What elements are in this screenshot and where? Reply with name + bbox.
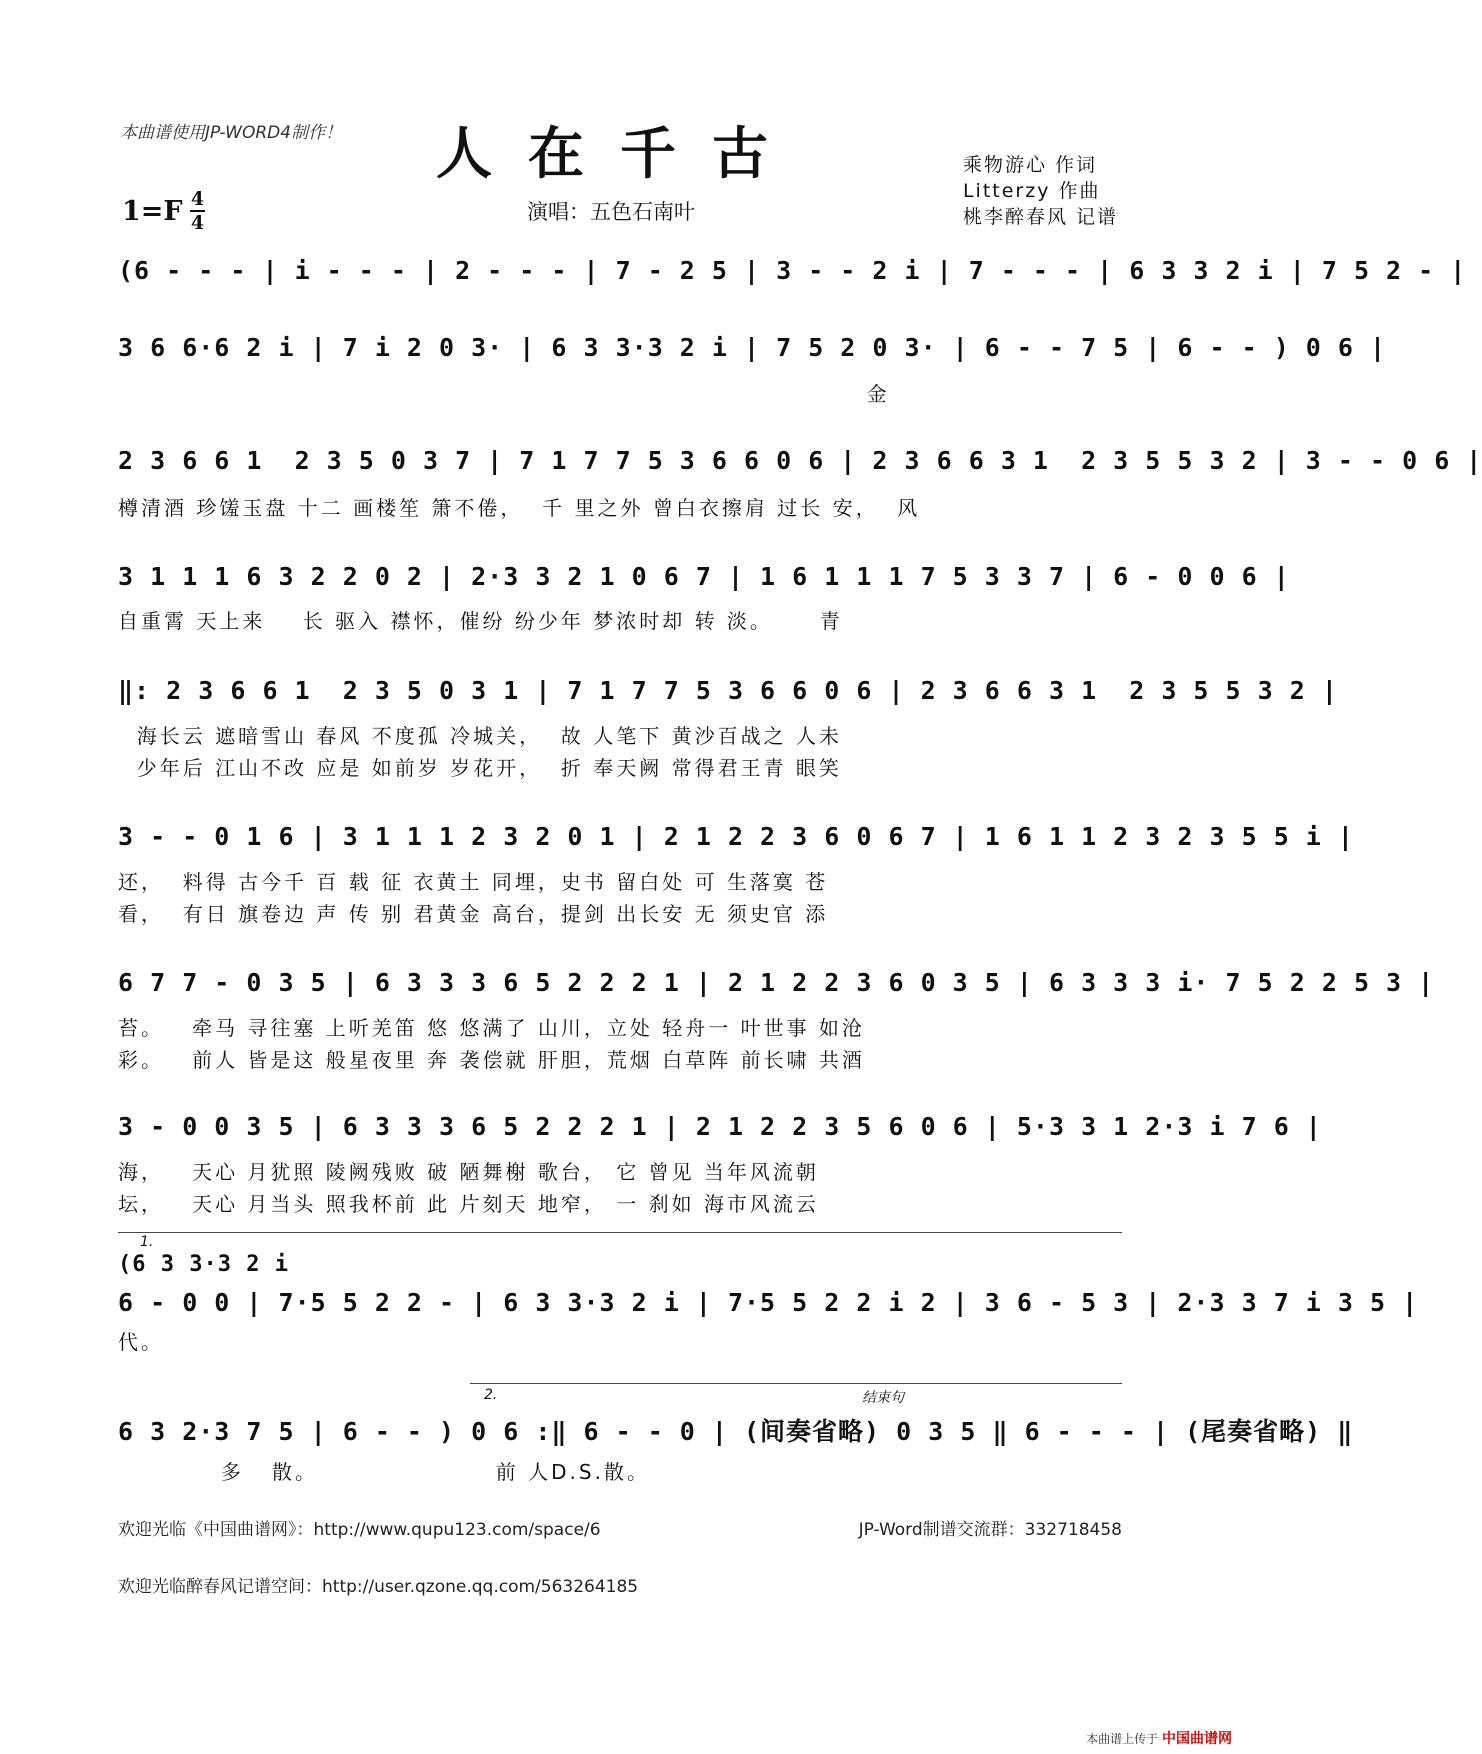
transcriber: 桃李醉春风 记谱 bbox=[962, 206, 1118, 228]
score-system-2: 3 6 6·6 2 i | 7 i 2 0 3· | 6 3 3·3 2 i | 7 5 2 0 3· | 6 - - 7 5 | 6 - - ) 0 6 | bbox=[118, 333, 1387, 362]
score-system-1: (6 - - - | i - - - | 2 - - - | 7 - 2 5 | 3 - - 2 i | 7 - - - | 6 3 3 2 i | 7 5 2 - | bbox=[118, 256, 1467, 285]
authors bbox=[963, 152, 1118, 230]
ossia-line: (6 3 3·3 2 i bbox=[118, 1252, 289, 1277]
key-signature: 1=F bbox=[122, 196, 183, 227]
volta-1-bracket bbox=[118, 1232, 1122, 1233]
time-signature bbox=[190, 190, 205, 232]
lyric-line: 自重霄 天上来 长 驱入 襟怀，催纷 纷少年 梦浓时却 转 淡。 青 bbox=[118, 609, 843, 633]
lyric-line: 海， 天心 月犹照 陵阙残败 破 陋舞榭 歌台， 它 曾见 当年风流朝 bbox=[118, 1160, 819, 1184]
lyricist: 乘物游心 作词 bbox=[962, 154, 1097, 176]
composer: Litterzy 作曲 bbox=[962, 180, 1101, 202]
credit-note: 本曲谱使用JP-WORD4制作！ bbox=[120, 123, 343, 143]
lyric-line: 还， 料得 古今千 百 载 征 衣黄土 同埋，史书 留白处 可 生落寞 苍 bbox=[118, 870, 829, 894]
footer-link-qupu[interactable]: 欢迎光临《中国曲谱网》：http://www.qupu123.com/space/6 bbox=[118, 1520, 601, 1540]
lyric-line: 看， 有日 旗卷边 声 传 别 君黄金 高台，提剑 出长安 无 须史官 添 bbox=[118, 902, 829, 926]
lyric-line: 海长云 遮暗雪山 春风 不度孤 冷城关， 故 人笔下 黄沙百战之 人未 bbox=[118, 724, 842, 748]
lyric-line: 苔。 牵马 寻往塞 上听羌笛 悠 悠满了 山川，立处 轻舟一 叶世事 如沧 bbox=[118, 1016, 865, 1040]
time-sig-top: 4 bbox=[190, 188, 205, 210]
ending-tag: 结束句 bbox=[862, 1390, 904, 1406]
lyric-line: 坛， 天心 月当头 照我杯前 此 片刻天 地窄， 一 刹如 海市风流云 bbox=[118, 1192, 819, 1216]
page-title: 人在千古 bbox=[436, 121, 804, 187]
upload-note bbox=[1086, 1728, 1232, 1748]
score-system-10: 6 3 2·3 7 5 | 6 - - ) 0 6 :‖ 6 - - 0 | (间奏省略) 0 3 5 ‖ 6 - - - | (尾奏省略) ‖ bbox=[118, 1417, 1354, 1446]
singer: 演唱：五色石南叶 bbox=[527, 200, 695, 224]
time-sig-bottom: 4 bbox=[190, 212, 205, 234]
lyric-line: 代。 bbox=[118, 1330, 164, 1354]
volta-2-label: 2. bbox=[484, 1387, 498, 1403]
score-system-7: 6 7 7 - 0 3 5 | 6 3 3 3 6 5 2 2 2 1 | 2 1 2 2 3 6 0 3 5 | 6 3 3 3 i· 7 5 2 2 5 3 | bbox=[118, 968, 1435, 997]
score-system-3: 2 3 6 6 1 2 3 5 0 3 7 | 7 1 7 7 5 3 6 6 0 6 | 2 3 6 6 3 1 2 3 5 5 3 2 | 3 - - 0 6 | bbox=[118, 446, 1482, 475]
lyric-line: 金 bbox=[118, 382, 890, 406]
lyric-line: 彩。 前人 皆是这 般星夜里 奔 袭偿就 肝胆，荒烟 白草阵 前长啸 共酒 bbox=[118, 1048, 865, 1072]
score-system-6: 3 - - 0 1 6 | 3 1 1 1 2 3 2 0 1 | 2 1 2 2 3 6 0 6 7 | 1 6 1 1 2 3 2 3 5 5 i | bbox=[118, 822, 1354, 851]
footer-group: JP-Word制谱交流群：332718458 bbox=[858, 1520, 1122, 1540]
score-system-9: 6 - 0 0 | 7·5 5 2 2 - | 6 3 3·3 2 i | 7·5 5 2 2 i 2 | 3 6 - 5 3 | 2·3 3 7 i 3 5 | bbox=[118, 1288, 1419, 1317]
score-system-4: 3 1 1 1 6 3 2 2 0 2 | 2·3 3 2 1 0 6 7 | 1 6 1 1 1 7 5 3 3 7 | 6 - 0 0 6 | bbox=[118, 562, 1290, 591]
volta-2-bracket bbox=[470, 1383, 1122, 1384]
site-logo[interactable]: 中国曲谱网 bbox=[1162, 1731, 1232, 1747]
lyric-line: 多 散。 前 人D.S.散。 bbox=[118, 1460, 650, 1484]
score-system-5: ‖: 2 3 6 6 1 2 3 5 0 3 1 | 7 1 7 7 5 3 6 6 0 6 | 2 3 6 6 3 1 2 3 5 5 3 2 | bbox=[118, 676, 1338, 705]
upload-note-text: 本曲谱上传于 bbox=[1086, 1732, 1159, 1746]
lyric-line: 少年后 江山不改 应是 如前岁 岁花开， 折 奉天阙 常得君王青 眼笑 bbox=[118, 756, 842, 780]
footer-link-qzone[interactable]: 欢迎光临醉春风记谱空间：http://user.qzone.qq.com/563264185 bbox=[118, 1577, 639, 1597]
volta-1-label: 1. bbox=[140, 1234, 154, 1250]
lyric-line: 樽清酒 珍馐玉盘 十二 画楼笙 箫不倦， 千 里之外 曾白衣擦肩 过长 安， 风 bbox=[118, 496, 921, 520]
score-system-8: 3 - 0 0 3 5 | 6 3 3 3 6 5 2 2 2 1 | 2 1 2 2 3 5 6 0 6 | 5·3 3 1 2·3 i 7 6 | bbox=[118, 1112, 1322, 1141]
